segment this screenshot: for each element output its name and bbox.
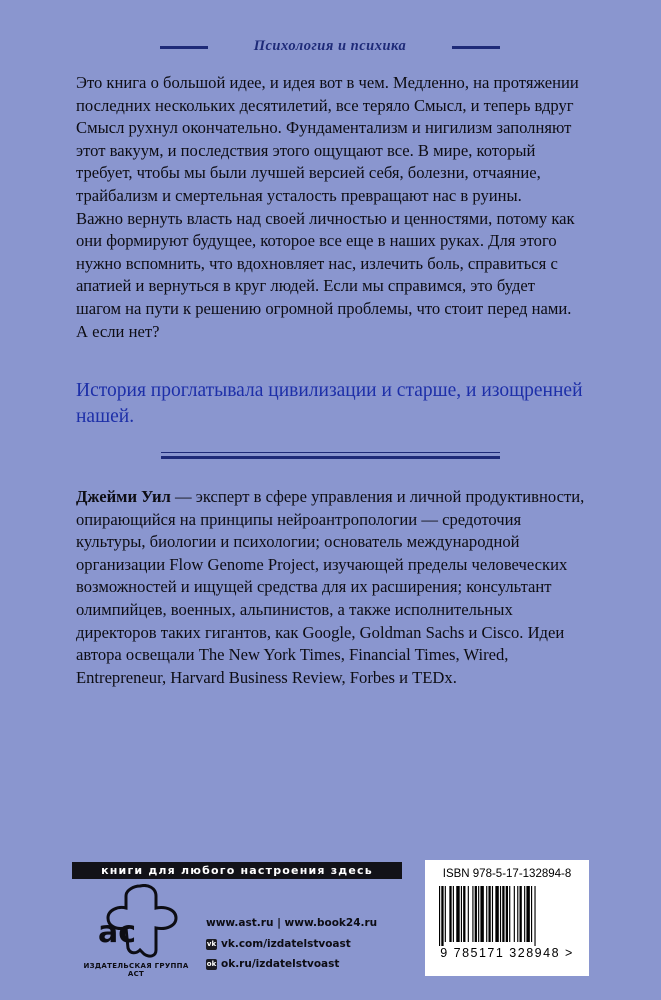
barcode-bar xyxy=(453,886,454,942)
barcode-panel xyxy=(425,860,589,976)
websites-row xyxy=(206,912,416,934)
vk-link[interactable]: vk.com/izdatelstvoast xyxy=(221,938,351,950)
barcode-bar xyxy=(534,886,535,946)
barcode-bar xyxy=(517,886,518,942)
ok-link[interactable]: ok.ru/izdatelstvoast xyxy=(221,958,340,970)
barcode-bar xyxy=(500,886,501,942)
publisher-name: ИЗДАТЕЛЬСКАЯ ГРУППА АСТ xyxy=(83,962,189,978)
description-paragraph: Важно вернуть власть над своей личностью и ценностями, потому как они формируют будущее, которое все еще в наших руках. Для этого нужно вспомнить, что вдохновляет нас, излечить боль, справиться с апатией и вернуться в круг людей. Если мы справимся, это будет шагом на пути к решению огромной проблемы, что стоит перед нами. А если нет? xyxy=(76,208,575,341)
section-divider xyxy=(161,452,500,459)
barcode-bar xyxy=(514,886,515,942)
logo-text: ac xyxy=(98,915,137,950)
vk-row xyxy=(206,934,416,954)
barcode-bar xyxy=(472,886,473,942)
slogan-banner: книги для любого настроения здесь xyxy=(72,862,402,879)
publisher-logo xyxy=(80,882,190,982)
barcode-icon xyxy=(437,886,577,946)
barcode-bar xyxy=(449,886,451,942)
barcode-bar xyxy=(468,886,469,942)
highlight-quote: История проглатывала цивилизации и старше, и изощренней нашей. xyxy=(76,380,583,427)
series-title: Психология и психика xyxy=(253,38,407,54)
barcode-bar xyxy=(486,886,487,942)
barcode-bar xyxy=(502,886,504,942)
barcode-bar xyxy=(439,886,440,946)
vk-icon: vk xyxy=(206,939,217,948)
ok-icon: ok xyxy=(206,959,217,968)
barcode-bar xyxy=(509,886,510,942)
book-description xyxy=(76,72,584,343)
barcode-bar xyxy=(478,886,479,942)
series-header xyxy=(0,38,661,56)
barcode-bar xyxy=(531,886,532,942)
barcode-bar xyxy=(488,886,490,942)
isbn-label: ISBN 978-5-17-132894-8 xyxy=(442,868,572,880)
barcode-bar xyxy=(524,886,525,942)
barcode-bar xyxy=(463,886,465,942)
barcode-bar xyxy=(441,886,443,946)
barcode-bar xyxy=(495,886,498,942)
barcode-bar xyxy=(492,886,493,942)
websites-link[interactable]: www.ast.ru | www.book24.ru xyxy=(206,917,378,929)
publisher-links xyxy=(206,912,416,974)
barcode-bar xyxy=(480,886,483,942)
header-rule-right xyxy=(452,46,500,49)
barcode-bar xyxy=(445,886,446,942)
barcode-bar xyxy=(461,886,462,942)
ast-logo-icon xyxy=(90,884,180,960)
barcode-bar xyxy=(456,886,459,942)
author-name: Джейми Уил xyxy=(76,487,171,506)
barcode-bar xyxy=(520,886,522,942)
ok-row xyxy=(206,954,416,974)
author-bio xyxy=(76,486,586,689)
author-bio-text: — эксперт в сфере управления и личной продуктивности, опирающийся на принципы нейроантропологии — средоточия культуры, биологии и психологии; основатель международной организации Flow Genome Project, изучающей пределы человеческих возможностей и ищущей средства для их расширения; консультант олимпийцев, военных, альпинистов, а также исполнительных директоров таких гигантов, как Google, Goldman Sachs и Cisco. Идеи автора освещали The New York Times, Financial Times, Wired, Entrepreneur, Harvard Business Review, Forbes и TEDx. xyxy=(76,487,585,687)
header-rule-left xyxy=(160,46,208,49)
barcode-bar xyxy=(526,886,529,942)
barcode-digits: 9 785171 328948 > xyxy=(440,946,574,960)
barcode-bar xyxy=(506,886,508,942)
description-paragraph: Это книга о большой идее, и идея вот в чем. Медленно, на протяжении последних нескольких десятилетий, все теряло Смысл, и теперь вдруг Смысл рухнул окончательно. Фундаментализм и нигилизм заполняют этот вакуум, и последствия этого ощущают все. В мире, который требует, чтобы мы были лучшей версией себя, болезни, отчаяние, трайбализм и смертельная усталость превращают нас в руины. xyxy=(76,73,579,205)
barcode-bar xyxy=(475,886,477,942)
